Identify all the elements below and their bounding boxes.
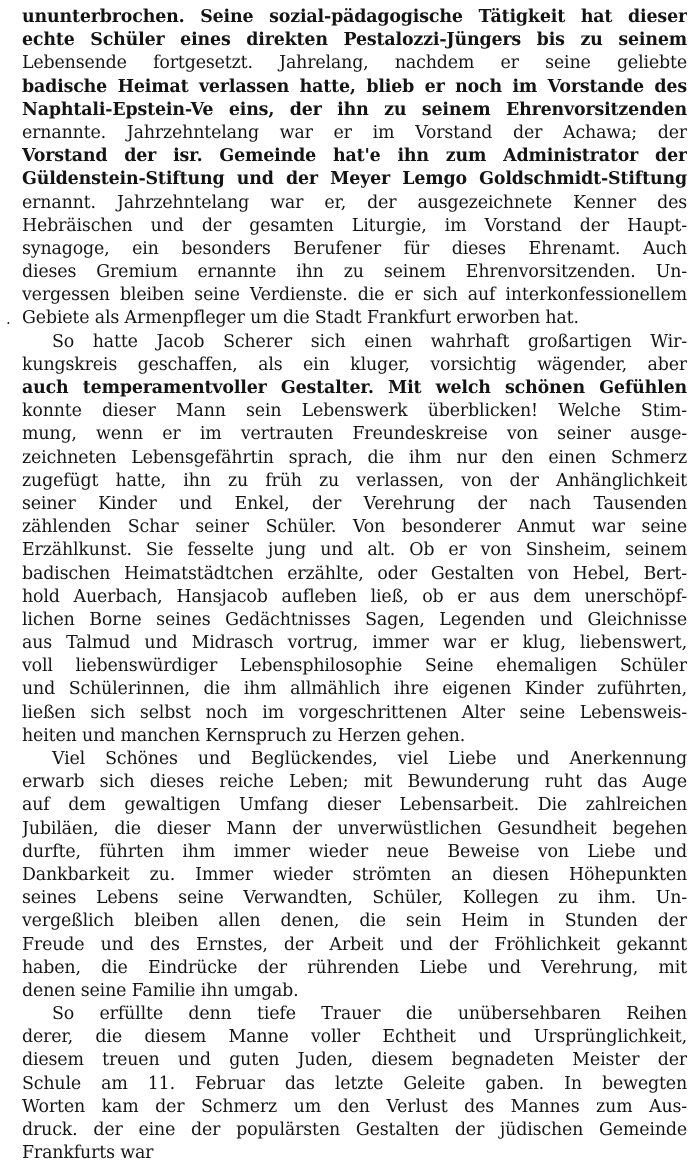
text-line: Lebensende fortgesetzt. Jahrelang, nachdem er seine geliebte [22,53,687,74]
text-line: echte Schüler eines direkten Pestalozzi-Jüngers bis zu seinem [22,30,687,51]
text-line: und Schülerinnen, die ihm allmählich ihre eigenen Kinder zuführten, [22,679,687,700]
text-line: voll liebenswürdiger Lebensphilosophie Seine ehemaligen Schüler [22,656,687,677]
text-line: vergessen bleiben seine Verdienste. die er sich auf interkonfessionellem [22,285,687,306]
text-line: seines Lebens seine Verwandten, Schüler, Kollegen zu ihm. Un- [22,888,687,909]
text-line: druck. der eine der populärsten Gestalten der jüdischen Gemeinde [22,1120,687,1140]
text-line: konnte dieser Mann sein Lebenswerk überblicken! Welche Stim- [22,401,687,422]
text-line: ließen sich selbst noch im vorgeschrittenen Alter seine Lebensweis- [22,702,687,723]
text-line: Freude und des Ernstes, der Arbeit und der Fröhlichkeit gekannt [22,934,687,955]
text-line: dieses Gremium ernannte ihn zu seinem Ehrenvorsitzenden. Un- [22,262,687,283]
text-line: Worten kam der Schmerz um den Verlust des Mannes zum Aus- [22,1096,687,1117]
text-line: vergeßlich bleiben allen denen, die sein Heim in Stunden der [22,911,687,932]
text-line: hold Auerbach, Hansjacob aufleben ließ, ob er aus dem unerschöpf- [22,586,687,607]
paragraph [22,6,687,331]
text-line: denen seine Familie ihn umgab. [22,980,299,1001]
text-line: Hebräischen und der gesamten Liturgie, im Vorstand der Haupt- [22,215,687,236]
text-line: synagoge, ein besonders Berufener für dieses Ehrenamt. Auch [22,238,687,259]
text-line: ernannte. Jahrzehntelang war er im Vorstand der Achawa; der [22,122,687,143]
text-line: badische Heimat verlassen hatte, blieb er noch im Vorstande des [22,76,687,97]
text-line: heiten und manchen Kernspruch zu Herzen gehen. [22,725,466,746]
text-line: zugefügt hatte, ihn zu früh zu verlassen, von der Anhänglichkeit [22,470,687,491]
text-line: kungskreis geschaffen, als ein kluger, vorsichtig wägender, aber [22,354,687,375]
text-line: Dankbarkeit zu. Immer wieder strömten an diesen Höhepunkten [22,864,687,885]
text-line: Jubiläen, die dieser Mann der unverwüstlichen Gesundheit begehen [22,818,687,839]
text-line: Güldenstein-Stiftung und der Meyer Lemgo Goldschmidt-Stiftung [22,169,687,190]
paragraph [22,1003,687,1165]
text-line: auch temperamentvoller Gestalter. Mit welch schönen Gefühlen [22,378,687,398]
text-line: haben, die Eindrücke der rührenden Liebe und Verehrung, mit [22,957,687,978]
text-line: ununterbrochen. Seine sozial-pädagogische Tätigkeit hat dieser [22,7,687,27]
text-line: lichen Borne seines Gedächtnisses Sagen, Legenden und Gleichnisse [22,609,687,630]
text-line: Erzählkunst. Sie fesselte jung und alt. Ob er von Sinsheim, seinem [22,540,687,561]
text-line: Schule am 11. Februar das letzte Geleite gaben. In bewegten [22,1073,687,1094]
text-line: derer, die diesem Manne voller Echtheit und Ursprünglichkeit, [22,1027,687,1048]
text-line: Gebiete als Armenpfleger um die Stadt Frankfurt erworben hat. [22,308,579,329]
text-line: erwarb sich dieses reiche Leben; mit Bewunderung ruht das Auge [22,772,687,793]
text-line: ernannt. Jahrzehntelang war er, der ausgezeichnete Kenner des [22,192,687,213]
article-body [22,6,687,1165]
text-line: badischen Heimatstädtchen erzählte, oder Gestalten von Hebel, Bert- [22,563,687,584]
text-line: Vorstand der isr. Gemeinde hat'e ihn zum Administrator der [22,146,687,167]
paragraph [22,331,687,748]
text-line: durfte, führten ihm immer wieder neue Beweise von Liebe und [22,841,687,862]
text-line: diesem treuen und guten Juden, diesem begnadeten Meister der [22,1050,687,1071]
text-line: auf dem gewaltigen Umfang dieser Lebensarbeit. Die zahlreichen [22,795,687,816]
text-line: Naphtali-Epstein-Ve eins, der ihn zu seinem Ehrenvorsitzenden [22,99,687,120]
text-line: So erfüllte denn tiefe Trauer die unübersehbaren Reihen [52,1004,687,1025]
text-line: So hatte Jacob Scherer sich einen wahrhaft großartigen Wir- [52,331,687,352]
margin-mark: · [6,314,11,332]
text-line: zählenden Schar seiner Schüler. Von besonderer Anmut war seine [22,517,687,538]
text-line: mung, wenn er im vertrauten Freundeskreise von seiner ausge- [22,424,687,445]
text-line: Frankfurts war [22,1143,154,1164]
text-line: Viel Schönes und Beglückendes, viel Liebe und Anerkennung [52,749,687,769]
text-line: aus Talmud und Midrasch vortrug, immer war er klug, liebenswert, [22,633,687,654]
paragraph [22,748,687,1003]
text-line: seiner Kinder und Enkel, der Verehrung der nach Tausenden [22,493,687,514]
text-line: zeichneten Lebensgefährtin sprach, die ihm nur den einen Schmerz [22,447,687,468]
